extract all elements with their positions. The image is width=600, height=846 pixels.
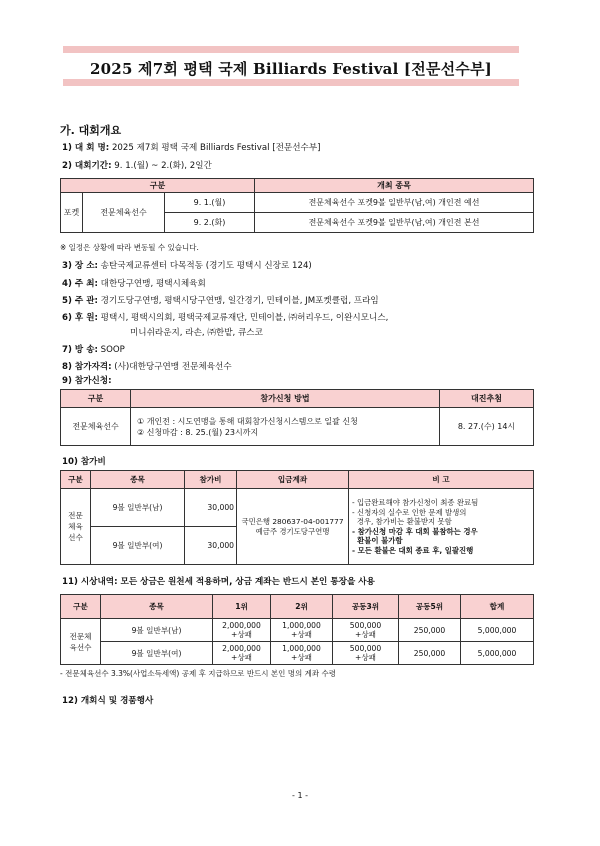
event-th-division: 구분 bbox=[61, 179, 255, 193]
item-eligibility bbox=[62, 360, 232, 372]
event-name: 전문체육선수 포켓9볼 일반부(남,여) 개인전 예선 bbox=[255, 193, 534, 213]
prize-3rd: 500,000 +상패 bbox=[333, 619, 399, 642]
prize-1st: 2,000,000 +상패 bbox=[213, 619, 271, 642]
item-application: 9) 참가신청: bbox=[62, 376, 112, 386]
apply-th-division: 구분 bbox=[61, 390, 131, 408]
prize-2nd: 1,000,000 +상패 bbox=[271, 619, 333, 642]
event-date: 9. 2.(화) bbox=[165, 213, 255, 233]
fee-th-event: 종목 bbox=[91, 471, 185, 489]
prize-event: 9볼 일반부(남) bbox=[101, 619, 213, 642]
apply-draw: 8. 27.(수) 14시 bbox=[440, 408, 534, 446]
item-name-value: 2025 제7회 평택 국제 Billiards Festival [전문선수부] bbox=[111, 143, 321, 153]
fee-th-account: 입금계좌 bbox=[237, 471, 349, 489]
prize-total: 5,000,000 bbox=[461, 642, 534, 665]
fee-th-fee: 참가비 bbox=[185, 471, 237, 489]
fee-remark: 환불이 불가함 bbox=[352, 536, 403, 545]
item-sponsor-cont: 미니쉬라운지, 라손, ㈜한밭, 큐스코 bbox=[130, 328, 263, 338]
schedule-note: ※ 일정은 상황에 따라 변동될 수 있습니다. bbox=[60, 243, 199, 252]
fee-account-holder: 예금주 경기도당구연맹 bbox=[255, 526, 330, 536]
prize-2nd: 1,000,000 +상패 bbox=[271, 642, 333, 665]
prize-total: 5,000,000 bbox=[461, 619, 534, 642]
item-period bbox=[62, 159, 212, 171]
item-name bbox=[62, 141, 320, 153]
item-host bbox=[62, 277, 206, 289]
prize-th-1st: 1위 bbox=[213, 595, 271, 619]
prize-th-total: 합계 bbox=[461, 595, 534, 619]
prize-5th: 250,000 bbox=[399, 619, 461, 642]
item-sponsor bbox=[62, 311, 388, 323]
apply-method-1: ① 개인전 : 시도연맹을 통해 대회참가신청시스템으로 일괄 신청 bbox=[137, 416, 358, 426]
event-side: 포켓 bbox=[61, 193, 83, 233]
apply-table bbox=[60, 389, 534, 446]
item-period-value: 9. 1.(월) ~ 2.(화), 2일간 bbox=[114, 161, 212, 171]
event-name: 전문체육선수 포켓9볼 일반부(남,여) 개인전 본선 bbox=[255, 213, 534, 233]
fee-remark: - 모든 환불은 대회 종료 후, 일괄진행 bbox=[352, 545, 474, 555]
prize-3rd: 500,000 +상패 bbox=[333, 642, 399, 665]
fee-table bbox=[60, 470, 534, 565]
fee-amount: 30,000 bbox=[185, 489, 237, 527]
title-bar-top bbox=[63, 46, 519, 53]
fee-remark: - 참가신청 마감 후 대회 불참하는 경우 bbox=[352, 526, 478, 536]
apply-method bbox=[131, 408, 440, 446]
fee-amount: 30,000 bbox=[185, 527, 237, 565]
prize-title: 11) 시상내역: 모든 상금은 원천세 적용하며, 상금 계좌는 반드시 본인 통장을 사용 bbox=[62, 577, 375, 587]
item-organizer-label: 5) 주 관: bbox=[62, 296, 98, 306]
fee-account bbox=[237, 489, 349, 565]
item-venue bbox=[62, 259, 312, 271]
item-name-label: 1) 대 회 명: bbox=[62, 143, 110, 153]
fee-event: 9볼 일반부(여) bbox=[91, 527, 185, 565]
event-th-event: 개최 종목 bbox=[255, 179, 534, 193]
fee-remark: - 입금완료해야 참가신청이 최종 완료됨 bbox=[352, 498, 479, 507]
fee-remarks bbox=[349, 489, 534, 565]
prize-note: - 전문체육선수 3.3%(사업소득세액) 공제 후 지급하므로 반드시 본인 명의 계좌 수령 bbox=[60, 669, 337, 678]
item-host-label: 4) 주 최: bbox=[62, 279, 98, 289]
fee-remark: 경우, 참가비는 환불받지 못함 bbox=[352, 517, 452, 526]
prize-event: 9볼 일반부(여) bbox=[101, 642, 213, 665]
event-table bbox=[60, 178, 534, 233]
item-eligibility-label: 8) 참가자격: bbox=[62, 362, 112, 372]
item-broadcast-value: SOOP bbox=[100, 345, 125, 355]
prize-th-2nd: 2위 bbox=[271, 595, 333, 619]
item-period-label: 2) 대회기간: bbox=[62, 161, 112, 171]
item-broadcast-label: 7) 방 송: bbox=[62, 345, 98, 355]
prize-table bbox=[60, 594, 534, 665]
item-sponsor-label: 6) 후 원: bbox=[62, 313, 98, 323]
item-venue-value: 송탄국제교류센터 다목적동 (경기도 평택시 신장로 124) bbox=[100, 261, 312, 271]
fee-account-bank: 국민은행 280637-04-001777 bbox=[241, 517, 344, 526]
fee-title: 10) 참가비 bbox=[62, 457, 106, 467]
apply-th-method: 참가신청 방법 bbox=[131, 390, 440, 408]
prize-division: 전문체육선수 bbox=[61, 619, 101, 665]
item-host-value: 대한당구연맹, 평택시체육회 bbox=[100, 279, 206, 289]
section-heading: 가. 대회개요 bbox=[60, 124, 122, 137]
apply-th-draw: 대진추첨 bbox=[440, 390, 534, 408]
fee-division: 전문체육선수 bbox=[61, 489, 91, 565]
ceremony-title: 12) 개회식 및 경품행사 bbox=[62, 696, 154, 706]
item-sponsor-value: 평택시, 평택시의회, 평택국제교류재단, 민테이블, ㈜허리우드, 이완시모니스, bbox=[100, 313, 389, 323]
title-box bbox=[63, 46, 519, 86]
fee-th-division: 구분 bbox=[61, 471, 91, 489]
prize-th-5th: 공동5위 bbox=[399, 595, 461, 619]
item-venue-label: 3) 장 소: bbox=[62, 261, 98, 271]
item-eligibility-value: (사)대한당구연맹 전문체육선수 bbox=[114, 362, 232, 372]
apply-division: 전문체육선수 bbox=[61, 408, 131, 446]
item-broadcast bbox=[62, 343, 125, 355]
item-organizer bbox=[62, 294, 379, 306]
prize-th-division: 구분 bbox=[61, 595, 101, 619]
fee-th-remarks: 비 고 bbox=[349, 471, 534, 489]
prize-5th: 250,000 bbox=[399, 642, 461, 665]
apply-method-2: ② 신청마감 : 8. 25.(월) 23시까지 bbox=[137, 427, 259, 437]
prize-1st: 2,000,000 +상패 bbox=[213, 642, 271, 665]
prize-th-3rd: 공동3위 bbox=[333, 595, 399, 619]
prize-th-event: 종목 bbox=[101, 595, 213, 619]
fee-remark: - 신청자의 실수로 인한 문제 발생의 bbox=[352, 507, 467, 517]
event-date: 9. 1.(월) bbox=[165, 193, 255, 213]
fee-event: 9볼 일반부(남) bbox=[91, 489, 185, 527]
event-division: 전문체육선수 bbox=[83, 193, 165, 233]
page-title: 2025 제7회 평택 국제 Billiards Festival [전문선수부] bbox=[90, 60, 492, 78]
page-number: - 1 - bbox=[292, 791, 308, 800]
title-bar-bottom bbox=[63, 79, 519, 86]
item-organizer-value: 경기도당구연맹, 평택시당구연맹, 일간경기, 민테이블, JM포켓클럽, 프라임 bbox=[100, 296, 379, 306]
